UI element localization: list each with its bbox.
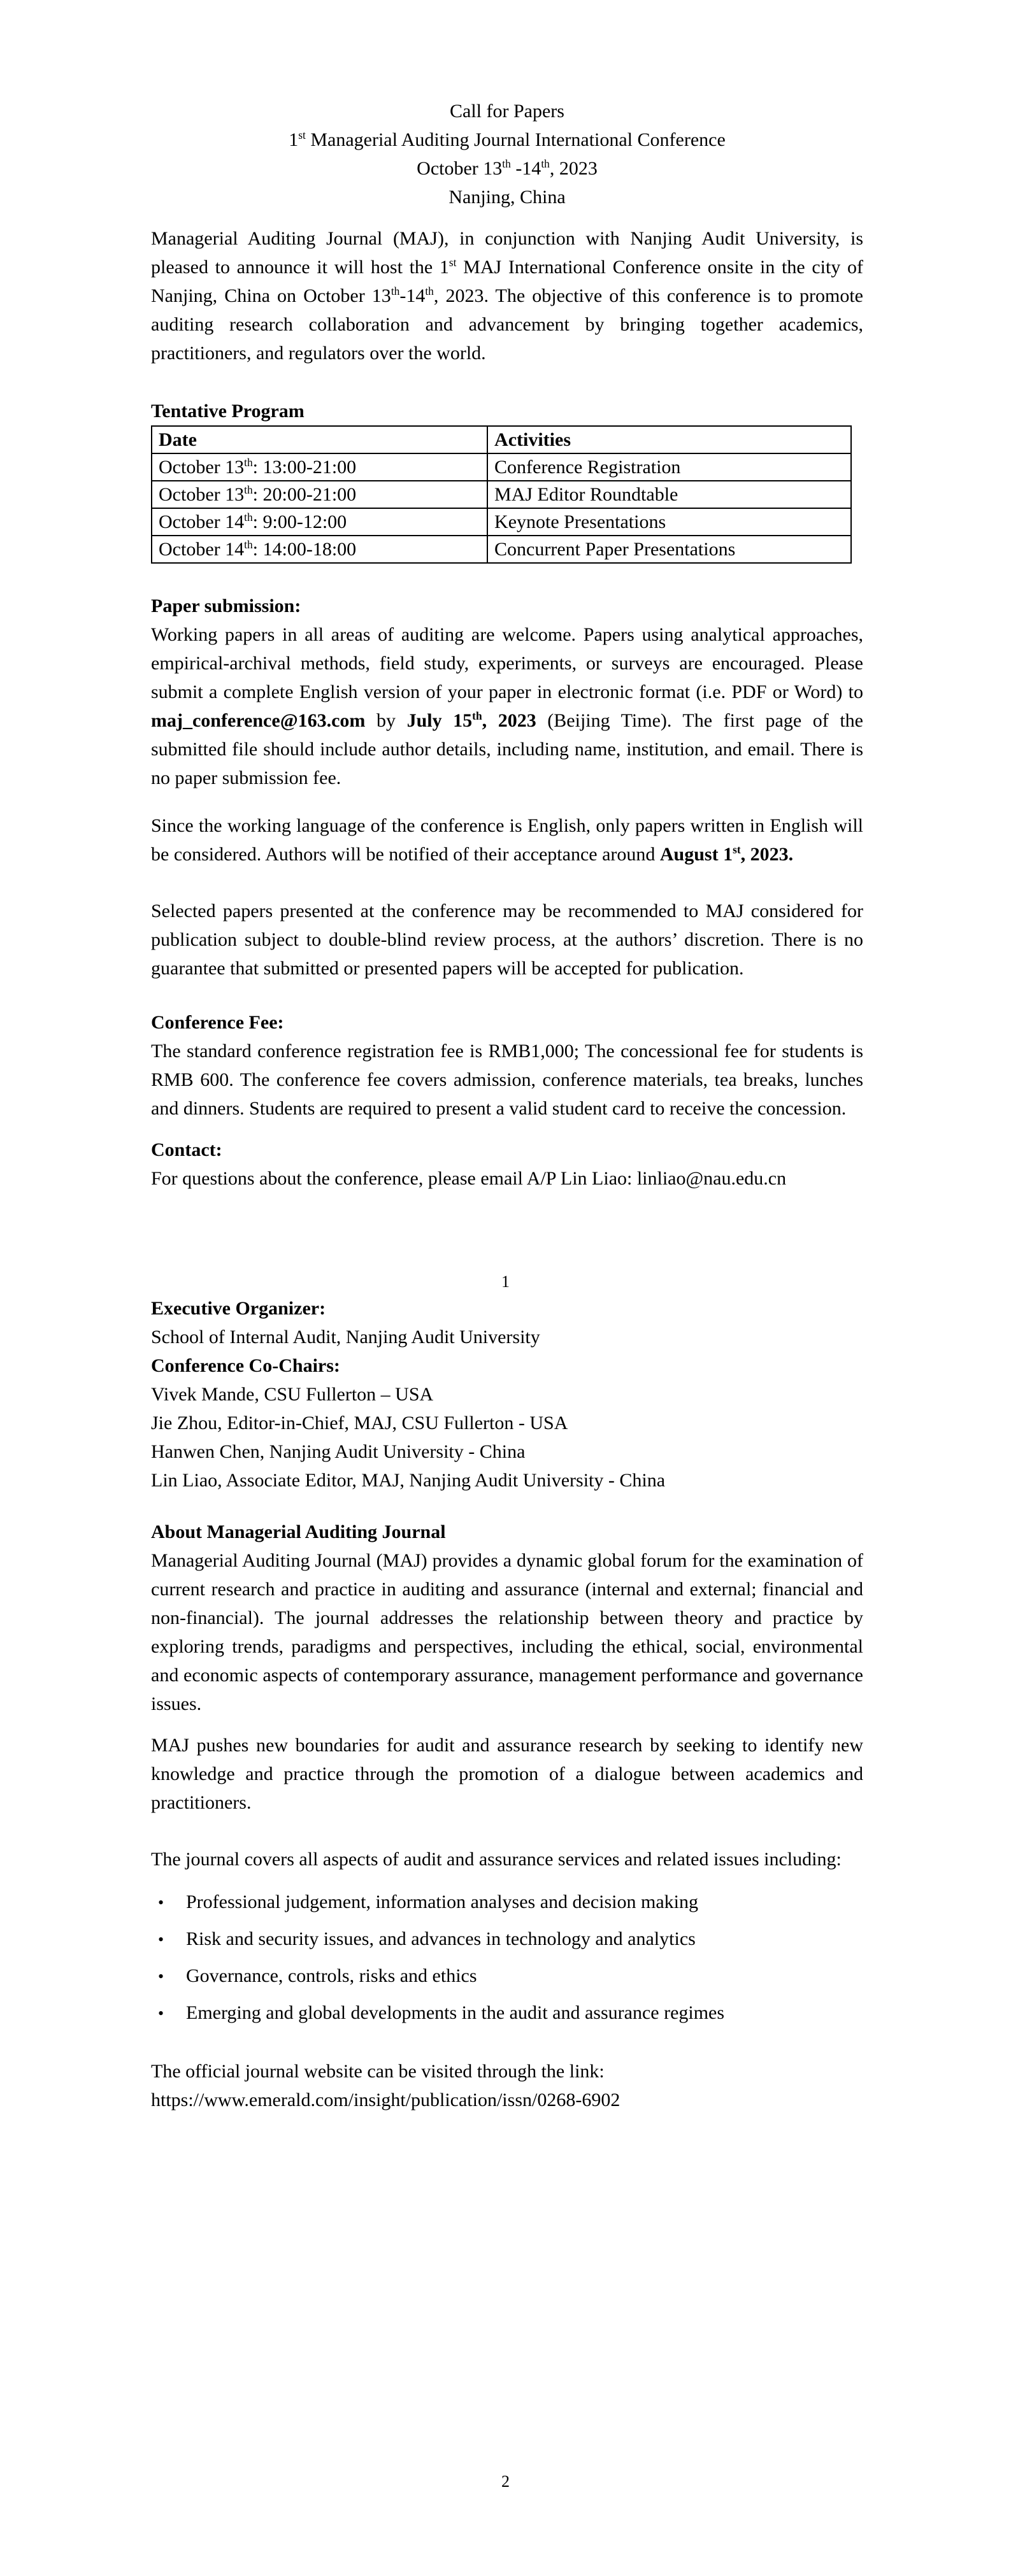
bullet-text: Emerging and global developments in the audit and assurance regimes (186, 2002, 725, 2023)
bullet-item (151, 1998, 863, 2028)
cochair-item: Jie Zhou, Editor-in-Chief, MAJ, CSU Fullerton - USA (151, 1413, 568, 1434)
document-title (151, 97, 863, 211)
contact-heading: Contact: (151, 1139, 222, 1160)
about-paragraph-2: MAJ pushes new boundaries for audit and assurance research by seeking to identify new knowledge and practice through the promotion of a dialogue between academics and practitioners. (151, 1735, 863, 1813)
title-line-dates: October 13th -14th, 2023 (417, 157, 598, 179)
bullet-icon: • (158, 1893, 164, 1912)
table-row (152, 453, 851, 481)
page-number-2: 2 (501, 2472, 510, 2491)
conference-fee-paragraph: The standard conference registration fee is RMB1,000; The concessional fee for students is RMB 600. The conference fee covers admission, conference materials, tea breaks, lunches and dinners. Students are required to present a valid student card to receive the concession. (151, 1041, 863, 1119)
title-line-location: Nanjing, China (448, 187, 566, 208)
table-cell-date: October 14th: 9:00-12:00 (152, 508, 487, 536)
table-cell-activity: Conference Registration (487, 453, 851, 481)
table-cell-date: October 13th: 13:00-21:00 (152, 453, 487, 481)
bullet-icon: • (158, 1967, 164, 1986)
program-heading: Tentative Program (151, 401, 305, 422)
program-table (151, 425, 852, 564)
title-line-call-for-papers: Call for Papers (450, 101, 564, 122)
bullet-icon: • (158, 1930, 164, 1949)
language-paragraph: Since the working language of the conference is English, only papers written in English will be considered. Authors will be notified of their acceptance around August 1st, 2023. (151, 815, 863, 865)
contact-paragraph: For questions about the conference, please email A/P Lin Liao: linliao@nau.edu.cn (151, 1168, 787, 1189)
about-paragraph-1: Managerial Auditing Journal (MAJ) provides a dynamic global forum for the examination of current research and practice in auditing and assurance (internal and external; financial and non-financial). The journal addresses the relationship between theory and practice by exploring trends, paradigms and perspectives, including the ethical, social, environmental and economic aspects of contemporary assurance, management performance and governance issues. (151, 1550, 863, 1714)
cochairs-heading: Conference Co-Chairs: (151, 1355, 340, 1376)
bullet-icon: • (158, 2004, 164, 2023)
program-table-header-row (152, 426, 851, 453)
selection-paragraph: Selected papers presented at the conference may be recommended to MAJ considered for publication subject to double-blind review process, at the authors’ discretion. There is no guarantee that submitted or presented papers will be accepted for publication. (151, 900, 863, 979)
table-row (152, 481, 851, 508)
table-cell-activity: MAJ Editor Roundtable (487, 481, 851, 508)
bullet-text: Risk and security issues, and advances in technology and analytics (186, 1928, 696, 1949)
journal-website-link[interactable]: https://www.emerald.com/insight/publication/issn/0268-6902 (151, 2089, 620, 2110)
table-cell-date: October 13th: 20:00-21:00 (152, 481, 487, 508)
table-row (152, 536, 851, 563)
cochair-item: Lin Liao, Associate Editor, MAJ, Nanjing Audit University - China (151, 1470, 666, 1491)
cochair-item: Hanwen Chen, Nanjing Audit University - China (151, 1441, 526, 1462)
executive-organizer-name: School of Internal Audit, Nanjing Audit University (151, 1327, 540, 1348)
page1-content (151, 97, 863, 1193)
page2-content (151, 1294, 863, 2114)
website-label: The official journal website can be visited through the link: (151, 2061, 605, 2082)
title-line-conference-name: 1st Managerial Auditing Journal International Conference (289, 129, 726, 150)
table-cell-activity: Keynote Presentations (487, 508, 851, 536)
executive-organizer-heading: Executive Organizer: (151, 1298, 326, 1319)
bullet-item (151, 1888, 863, 1917)
paper-submission-heading: Paper submission: (151, 595, 301, 616)
bullet-item (151, 1961, 863, 1991)
table-cell-activity: Concurrent Paper Presentations (487, 536, 851, 563)
bullet-text: Professional judgement, information analyses and decision making (186, 1891, 698, 1912)
bullet-text: Governance, controls, risks and ethics (186, 1965, 477, 1986)
about-heading: About Managerial Auditing Journal (151, 1521, 446, 1542)
about-paragraph-3: The journal covers all aspects of audit and assurance services and related issues including: (151, 1849, 842, 1870)
paper-submission-paragraph: Working papers in all areas of auditing are welcome. Papers using analytical approaches, empirical-archival methods, field study, experiments, or surveys are encouraged. Please submit a complete English version of your paper in electronic format (i.e. PDF or Word) to maj_conference@163.com by July 15th, 2023 (Beijing Time). The first page of the submitted file should include author details, including name, institution, and email. There is no paper submission fee. (151, 624, 863, 788)
table-row (152, 508, 851, 536)
page-number-1: 1 (501, 1272, 510, 1291)
conference-fee-heading: Conference Fee: (151, 1012, 284, 1033)
table-header-date: Date (152, 426, 487, 453)
table-header-activities: Activities (487, 426, 851, 453)
bullet-item (151, 1925, 863, 1954)
cochair-item: Vivek Mande, CSU Fullerton – USA (151, 1384, 434, 1405)
intro-paragraph: Managerial Auditing Journal (MAJ), in conjunction with Nanjing Audit University, is pleased to announce it will host the 1st MAJ International Conference onsite in the city of Nanjing, China on October 13th-14th, 2023. The objective of this conference is to promote auditing research collaboration and advancement by bringing together academics, practitioners, and regulators over the world. (151, 228, 863, 364)
table-cell-date: October 14th: 14:00-18:00 (152, 536, 487, 563)
